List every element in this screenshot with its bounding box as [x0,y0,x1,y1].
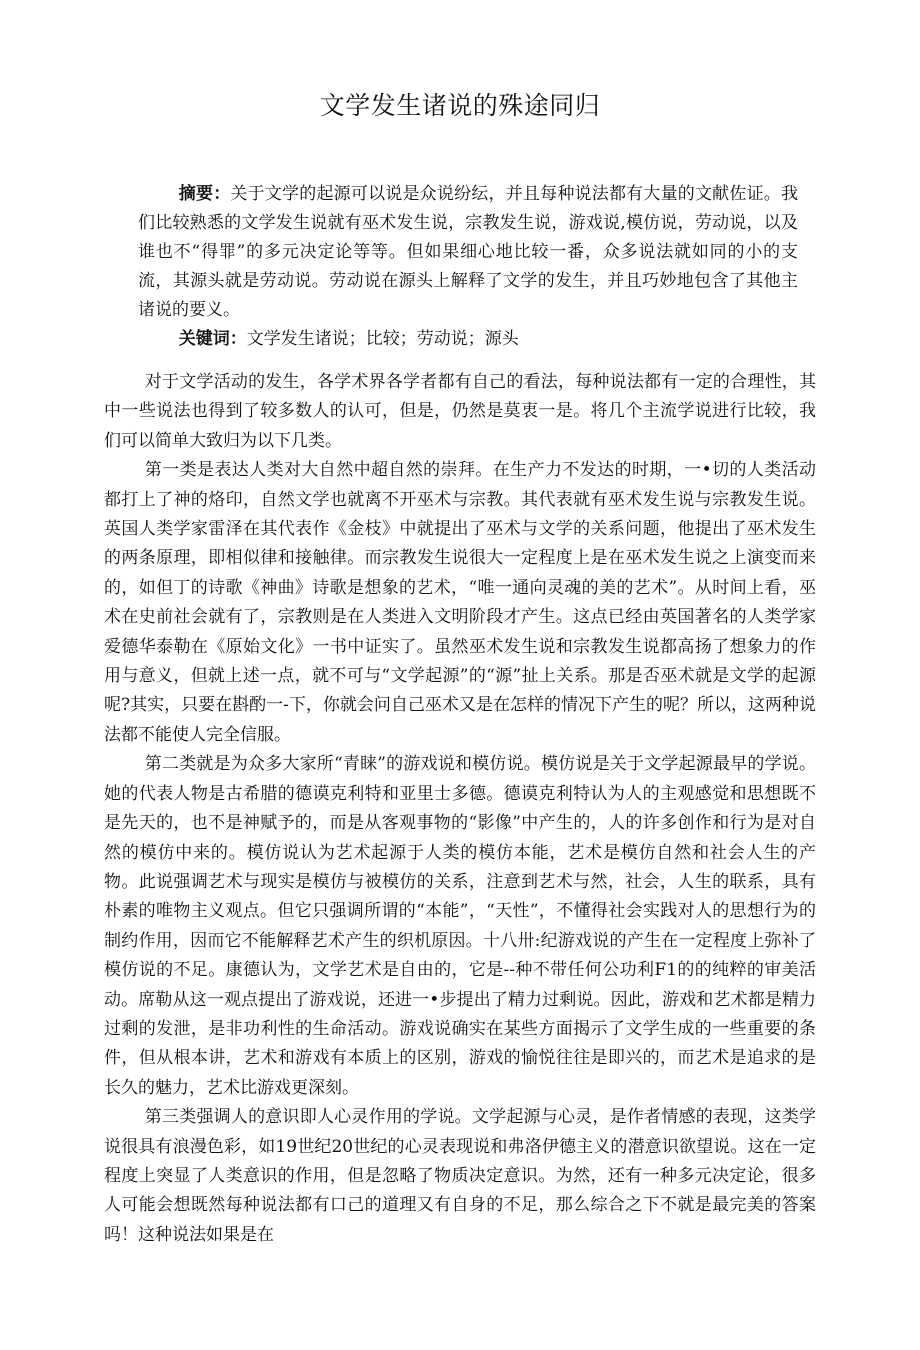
keywords-paragraph [138,325,798,354]
abstract-section [138,180,798,354]
keywords-label: 关键词： [178,329,247,349]
document-title: 文学发生诸说的殊途同归 [319,91,601,120]
body-paragraph-1: 对于文学活动的发生，各学术界各学者都有自己的看法，每种说法都有一定的合理性，其中一些说法也得到了较多数人的认可，但是，仍然是莫衷一是。将几个主流学说进行比较，我们可以简单大致归为以下几类。 [104,372,816,451]
abstract-label: 摘要： [178,184,231,204]
body-paragraph-4: 第三类强调人的意识即人心灵作用的学说。文学起源与心灵，是作者情感的表现，这类学说很具有浪漫色彩，如19世纪20世纪的心灵表现说和弗洛伊德主义的潜意识欲望说。这在一定程度上突显了人类意识的作用，但是忽略了物质决定意识。为然，还有一种多元决定论，很多人可能会想既然每种说法都有口己的道理又有自身的不足，那么综合之下不就是最完美的答案吗！这种说法如果是在 [104,1107,816,1245]
keywords-text: 文学发生诸说；比较；劳动说；源头 [246,329,519,349]
body-text [104,368,816,1250]
abstract-text: 关于文学的起源可以说是众说纷纭，并且每种说法都有大量的文献佐证。我们比较熟悉的文学发生说就有巫术发生说，宗教发生说，游戏说,模仿说，劳动说，以及谁也不“得罪”的多元决定论等等。但如果细心地比较一番，众多说法就如同的小的支流，其源头就是劳动说。劳动说在源头上解释了文学的发生，并且巧妙地包含了其他主诸说的要义。 [138,184,799,320]
abstract-paragraph [138,180,798,325]
body-paragraph-3: 第二类就是为众多大家所“青睐”的游戏说和模仿说。模仿说是关于文学起源最早的学说。她的代表人物是古希腊的德谟克利特和亚里士多德。德谟克利特认为人的主观感觉和思想既不是先天的，也不是神赋予的，而是从客观事物的“影像”中产生的，人的许多创作和行为是对自然的模仿中来的。模仿说认为艺术起源于人类的模仿本能，艺术是模仿自然和社会人生的产物。此说强调艺术与现实是模仿与被模仿的关系，注意到艺术与然，社会，人生的联系，具有朴素的唯物主义观点。但它只强调所谓的“本能”，“天性”，不懂得社会实践对人的思想行为的制约作用，因而它不能解释艺术产生的织机原因。十八卅:纪游戏说的产生在一定程度上弥补了模仿说的不足。康德认为，文学艺术是自由的，它是--种不带任何公功利F1的的纯粹的审美活动。席勒从这一观点提出了游戏说，还进一•步提出了精力过剩说。因此，游戏和艺术都是精力过剩的发泄，是非功利性的生命活动。游戏说确实在某些方面揭示了文学生成的一些重要的条件，但从根本讲，艺术和游戏有本质上的区别，游戏的愉悦往往是即兴的，而艺术是追求的是长久的魅力，艺术比游戏更深刻。 [104,754,816,1098]
body-paragraph-2: 第一类是表达人类对大自然中超自然的崇拜。在生产力不发达的时期，一•切的人类活动都打上了神的烙印，自然文学也就离不开巫术与宗教。其代表就有巫术发生说与宗教发生说。英国人类学家雷泽在其代表作《金枝》中就提出了巫术与文学的关系问题，他提出了巫术发生的两条原理，即相似律和接触律。而宗教发生说很大一定程度上是在巫术发生说之上演变而来的，如但丁的诗歌《神曲》诗歌是想象的艺术，“唯一通向灵魂的美的艺术”。从时间上看，巫术在史前社会就有了，宗教则是在人类进入文明阶段才产生。这点已经由英国著名的人类学家爱德华泰勒在《原始文化》一书中证实了。虽然巫术发生说和宗教发生说都高扬了想象力的作用与意义，但就上述一点，就不可与“文学起源”的“源”扯上关系。那是否巫术就是文学的起源呢?其实，只要在斟酌一-下，你就会问自己巫术又是在怎样的情况下产生的呢？所以，这两种说法都不能使人完全信服。 [104,460,816,745]
